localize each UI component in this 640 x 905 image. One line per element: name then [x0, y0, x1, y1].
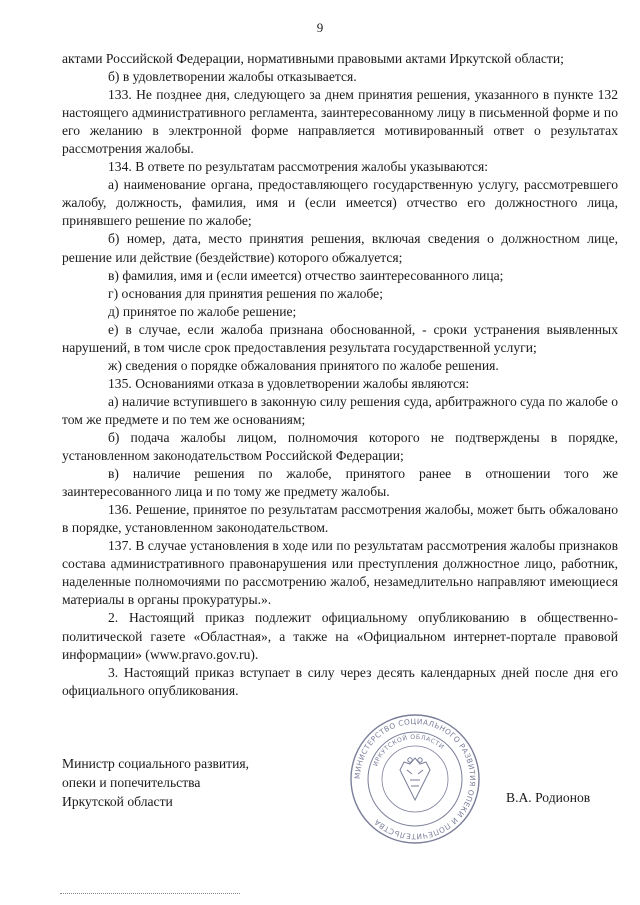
paragraph: в) фамилия, имя и (если имеется) отчество заинтересованного лица; [108, 267, 504, 283]
page-number: 9 [316, 20, 324, 35]
paragraph: г) основания для принятия решения по жалобе; [108, 285, 383, 301]
signer-name: В.А. Родионов [506, 790, 591, 805]
paragraph: б) подача жалобы лицом, полномочия которого не подтверждены в порядке, установленном законодательством Российской Федерации; [62, 429, 618, 464]
signature-block [62, 754, 249, 811]
document-body [62, 50, 618, 700]
paragraph: б) номер, дата, место принятия решения, включая сведения о должностном лице, решение или действие (бездействие) которого обжалуется; [62, 231, 618, 265]
signer-title-line-3: Иркутской области [62, 794, 173, 809]
paragraph: а) наименование органа, предоставляющего государственную услугу, рассмотревшего жалобу, должность, фамилия, имя и (если имеется) отчество его должностного лица, принявшего решение по жалобе; [62, 177, 618, 229]
footer-divider [60, 893, 240, 894]
paragraph: 134. В ответе по результатам рассмотрения жалобы указываются: [108, 159, 489, 175]
paragraph: а) наличие вступившего в законную силу решения суда, арбитражного суда по жалобе о том же предмете и по тем же основаниям; [62, 393, 618, 427]
paragraph: актами Российской Федерации, нормативными правовыми актами Иркутской области; [62, 51, 564, 66]
paragraph: д) принятое по жалобе решение; [108, 303, 297, 319]
signer-title-line-2: опеки и попечительства [62, 775, 201, 790]
stamp-outer-text: МИНИСТЕРСТВО СОЦИАЛЬНОГО РАЗВИТИЯ ОПЕКИ И ПОПЕЧИТЕЛЬСТВА [352, 716, 478, 842]
paragraph: 136. Решение, принятое по результатам рассмотрения жалобы, может быть обжаловано в порядке, установленном законодательством. [62, 502, 618, 536]
paragraph: 133. Не позднее дня, следующего за днем принятия решения, указанного в пункте 132 настоящего административного регламента, заинтересованному лицу в письменной форме и по его желанию в электронной форме направляется мотивированный ответ о результатах рассмотрения жалобы. [62, 87, 618, 157]
paragraph: е) в случае, если жалоба признана обоснованной, - сроки устранения выявленных нарушений, в том числе срок предоставления результата государственной услуги; [62, 321, 618, 355]
paragraph: 3. Настоящий приказ вступает в силу через десять календарных дней после дня его официального опубликования. [62, 664, 618, 698]
paragraph: б) в удовлетворении жалобы отказывается. [108, 69, 357, 85]
stamp-inner-text: ИРКУТСКОЙ ОБЛАСТИ [372, 733, 446, 768]
paragraph: в) наличие решения по жалобе, принятого ранее в отношении того же заинтересованного лица и по тому же предмету жалобы. [62, 466, 618, 500]
official-seal-stamp [348, 712, 482, 846]
paragraph: 2. Настоящий приказ подлежит официальному опубликованию в общественно-политической газете «Областная», а также на «Официальном интернет-портале правовой информации» (www.pravo.gov.ru). [62, 610, 618, 662]
paragraph: ж) сведения о порядке обжалования принятого по жалобе решения. [108, 357, 499, 373]
paragraph: 135. Основаниями отказа в удовлетворении жалобы являются: [108, 375, 470, 391]
paragraph: 137. В случае установления в ходе или по результатам рассмотрения жалобы признаков состава административного правонарушения или преступления должностное лицо, работник, наделенные полномочиями по рассмотрению жалоб, незамедлительно направляют имеющиеся материалы в органы прокуратуры.». [62, 538, 618, 608]
eagle-emblem-icon [400, 758, 430, 800]
signer-title-line-1: Министр социального развития, [62, 756, 250, 771]
